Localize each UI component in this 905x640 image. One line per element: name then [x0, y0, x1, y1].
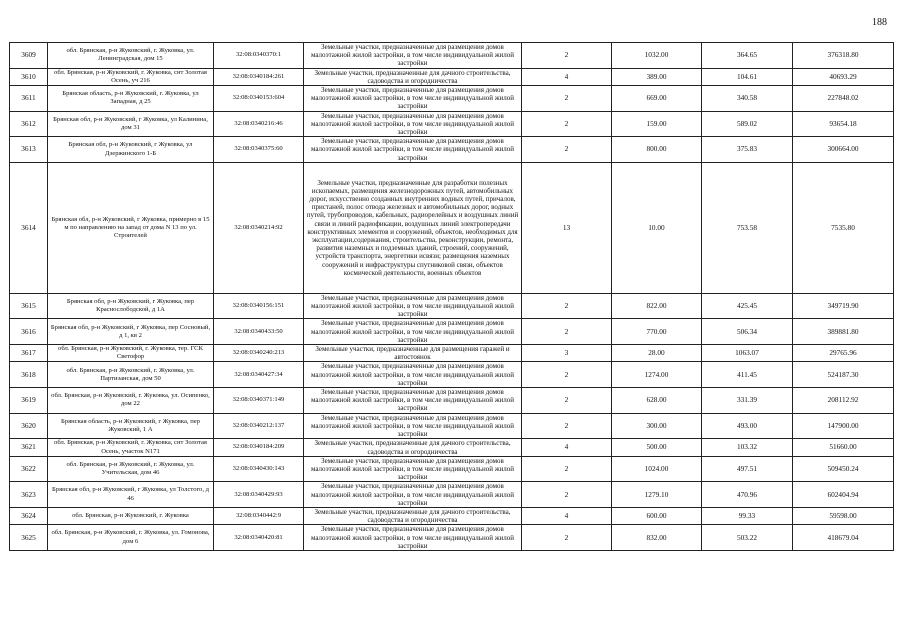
table-row — [10, 388, 894, 414]
group-number-cell: 2 — [522, 43, 612, 69]
table-row — [10, 111, 894, 137]
table-row — [10, 439, 894, 456]
address-cell: Брянская обл, р-н Жуковский, г Жуковка, пер Краснослободской, д 1А — [48, 293, 214, 319]
land-purpose-cell: Земельные участки, предназначенные для размещения домов малоэтажной жилой застройки, в том числе индивидуальной жилой застройки — [304, 362, 522, 388]
area-cell: 389.00 — [612, 68, 702, 85]
address-cell: обл. Брянская, р-н Жуковский, г. Жуковка, ул. Осипенко, дом 22 — [48, 388, 214, 414]
row-number-cell: 3611 — [10, 86, 48, 112]
specific-value-cell: 589.02 — [702, 111, 793, 137]
table-row — [10, 293, 894, 319]
cadastral-number-cell: 32:08:0340375:60 — [214, 137, 304, 163]
group-number-cell: 2 — [522, 388, 612, 414]
table-row — [10, 162, 894, 293]
cadastral-number-cell: 32:08:0340184:209 — [214, 439, 304, 456]
row-number-cell: 3616 — [10, 319, 48, 345]
cadastral-value-cell: 93654.18 — [793, 111, 894, 137]
group-number-cell: 2 — [522, 362, 612, 388]
specific-value-cell: 753.58 — [702, 162, 793, 293]
group-number-cell: 2 — [522, 86, 612, 112]
area-cell: 800.00 — [612, 137, 702, 163]
cadastral-number-cell: 32:08:0340442:9 — [214, 507, 304, 524]
cadastral-value-cell: 51660.00 — [793, 439, 894, 456]
row-number-cell: 3620 — [10, 413, 48, 439]
land-purpose-cell: Земельные участки, предназначенные для размещения домов малоэтажной жилой застройки, в том числе индивидуальной жилой застройки — [304, 137, 522, 163]
land-purpose-cell: Земельные участки, предназначенные для дачного строительства, садоводства и огородничества — [304, 439, 522, 456]
specific-value-cell: 506.34 — [702, 319, 793, 345]
cadastral-value-cell: 418679.04 — [793, 525, 894, 551]
specific-value-cell: 411.45 — [702, 362, 793, 388]
row-number-cell: 3619 — [10, 388, 48, 414]
cadastral-value-cell: 389881.80 — [793, 319, 894, 345]
address-cell: Брянская обл, р-н Жуковский, г Жуковка, ул Калинина, дом 31 — [48, 111, 214, 137]
specific-value-cell: 375.83 — [702, 137, 793, 163]
specific-value-cell: 103.32 — [702, 439, 793, 456]
cadastral-number-cell: 32:08:0340153:604 — [214, 86, 304, 112]
area-cell: 628.00 — [612, 388, 702, 414]
cadastral-number-cell: 32:08:0340214:92 — [214, 162, 304, 293]
area-cell: 1024.00 — [612, 456, 702, 482]
cadastral-number-cell: 32:08:0340240:213 — [214, 345, 304, 362]
land-purpose-cell: Земельные участки, предназначенные для размещения домов малоэтажной жилой застройки, в том числе индивидуальной жилой застройки — [304, 482, 522, 508]
land-purpose-cell: Земельные участки, предназначенные для размещения домов малоэтажной жилой застройки, в том числе индивидуальной жилой застройки — [304, 388, 522, 414]
table-row — [10, 43, 894, 69]
address-cell: обл. Брянская, р-н Жуковский, г. Жуковка, ул. Гомонова, дом 6 — [48, 525, 214, 551]
cadastral-value-cell: 376318.80 — [793, 43, 894, 69]
cadastral-number-cell: 32:08:0340216:46 — [214, 111, 304, 137]
specific-value-cell: 104.61 — [702, 68, 793, 85]
cadastral-number-cell: 32:08:0340420:81 — [214, 525, 304, 551]
table-row — [10, 68, 894, 85]
specific-value-cell: 99.33 — [702, 507, 793, 524]
group-number-cell: 2 — [522, 413, 612, 439]
specific-value-cell: 493.00 — [702, 413, 793, 439]
row-number-cell: 3614 — [10, 162, 48, 293]
address-cell: Брянская обл, р-н Жуковский, г Жуковка, пер Сосновый, д 1, кв 2 — [48, 319, 214, 345]
group-number-cell: 2 — [522, 482, 612, 508]
address-cell: обл. Брянская, р-н Жуковский, г. Жуковка, снт Золотая Осень, участок N171 — [48, 439, 214, 456]
land-purpose-cell: Земельные участки, предназначенные для размещения домов малоэтажной жилой застройки, в том числе индивидуальной жилой застройки — [304, 86, 522, 112]
land-purpose-cell: Земельные участки, предназначенные для размещения домов малоэтажной жилой застройки, в том числе индивидуальной жилой застройки — [304, 525, 522, 551]
cadastral-value-cell: 59598.00 — [793, 507, 894, 524]
area-cell: 669.00 — [612, 86, 702, 112]
area-cell: 1279.10 — [612, 482, 702, 508]
row-number-cell: 3609 — [10, 43, 48, 69]
specific-value-cell: 1063.07 — [702, 345, 793, 362]
cadastral-number-cell: 32:08:0340427:34 — [214, 362, 304, 388]
row-number-cell: 3612 — [10, 111, 48, 137]
row-number-cell: 3610 — [10, 68, 48, 85]
area-cell: 822.00 — [612, 293, 702, 319]
cadastral-number-cell: 32:08:0340433:50 — [214, 319, 304, 345]
land-purpose-cell: Земельные участки, предназначенные для размещения гаражей и автостоянок — [304, 345, 522, 362]
cadastral-value-cell: 40693.29 — [793, 68, 894, 85]
row-number-cell: 3621 — [10, 439, 48, 456]
land-purpose-cell: Земельные участки, предназначенные для разработки полезных ископаемых, размещения железнодорожных путей, автомобильных дорог, искусственно созданных внутренних водных путей, причалов, пристаней, полос отвода железных и автомобильных дорог, водных путей, трубопроводов, кабельных, радиорелейных и воздушных линий связи и линий радиофикации, воздушных линий электропередачи конструктивных элементов и сооружений, объектов, необходимых для эксплуатации,содержания, строительства, реконструкции, ремонта, развития наземных и подземных зданий, строений, сооружений, устройств транспорта, энергетики исвязи; размещения наземных сооружений и инфраструктуры спутниковой связи, объектов космической деятельности, военных объектов — [304, 162, 522, 293]
address-cell: обл. Брянская, р-н Жуковский, г. Жуковка, тер. ГСК Светофор — [48, 345, 214, 362]
land-purpose-cell: Земельные участки, предназначенные для размещения домов малоэтажной жилой застройки, в том числе индивидуальной жилой застройки — [304, 43, 522, 69]
cadastral-value-cell: 29765.96 — [793, 345, 894, 362]
row-number-cell: 3613 — [10, 137, 48, 163]
land-purpose-cell: Земельные участки, предназначенные для размещения домов малоэтажной жилой застройки, в том числе индивидуальной жилой застройки — [304, 319, 522, 345]
cadastral-number-cell: 32:08:0340430:143 — [214, 456, 304, 482]
group-number-cell: 4 — [522, 507, 612, 524]
row-number-cell: 3618 — [10, 362, 48, 388]
address-cell: обл. Брянская, р-н Жуковский, г. Жуковка, ул. Ленинградская, дом 15 — [48, 43, 214, 69]
cadastral-value-cell: 7535.80 — [793, 162, 894, 293]
table-row — [10, 86, 894, 112]
row-number-cell: 3625 — [10, 525, 48, 551]
land-purpose-cell: Земельные участки, предназначенные для размещения домов малоэтажной жилой застройки, в том числе индивидуальной жилой застройки — [304, 293, 522, 319]
specific-value-cell: 425.45 — [702, 293, 793, 319]
land-purpose-cell: Земельные участки, предназначенные для размещения домов малоэтажной жилой застройки, в том числе индивидуальной жилой застройки — [304, 456, 522, 482]
area-cell: 1274.00 — [612, 362, 702, 388]
land-purpose-cell: Земельные участки, предназначенные для размещения домов малоэтажной жилой застройки, в том числе индивидуальной жилой застройки — [304, 413, 522, 439]
address-cell: обл. Брянская, р-н Жуковский, г. Жуковка, ул. Партизанская, дом 50 — [48, 362, 214, 388]
table-body — [10, 43, 894, 551]
cadastral-value-cell: 509450.24 — [793, 456, 894, 482]
cadastral-value-cell: 227848.02 — [793, 86, 894, 112]
area-cell: 500.00 — [612, 439, 702, 456]
address-cell: Брянская область, р-н Жуковский, г. Жуковка, ул Западная, д 25 — [48, 86, 214, 112]
table-row — [10, 319, 894, 345]
row-number-cell: 3623 — [10, 482, 48, 508]
address-cell: Брянская обл, р-н Жуковский, г Жуковка, ул Толстого, д 46 — [48, 482, 214, 508]
row-number-cell: 3615 — [10, 293, 48, 319]
specific-value-cell: 497.51 — [702, 456, 793, 482]
address-cell: обл. Брянская, р-н Жуковский, г. Жуковка, ул. Учительская, дом 46 — [48, 456, 214, 482]
group-number-cell: 2 — [522, 111, 612, 137]
cadastral-value-cell: 147900.00 — [793, 413, 894, 439]
area-cell: 600.00 — [612, 507, 702, 524]
cadastral-number-cell: 32:08:0340212:137 — [214, 413, 304, 439]
cadastral-number-cell: 32:08:0340370:1 — [214, 43, 304, 69]
area-cell: 1032.00 — [612, 43, 702, 69]
area-cell: 159.00 — [612, 111, 702, 137]
address-cell: Брянская область, р-н Жуковский, г Жуковка, пер Жуковский, 1 А — [48, 413, 214, 439]
group-number-cell: 2 — [522, 319, 612, 345]
table-row — [10, 507, 894, 524]
specific-value-cell: 364.65 — [702, 43, 793, 69]
cadastral-number-cell: 32:08:0340371:149 — [214, 388, 304, 414]
specific-value-cell: 470.96 — [702, 482, 793, 508]
address-cell: обл. Брянская, р-н Жуковский, г. Жуковка — [48, 507, 214, 524]
row-number-cell: 3622 — [10, 456, 48, 482]
group-number-cell: 2 — [522, 137, 612, 163]
group-number-cell: 2 — [522, 525, 612, 551]
specific-value-cell: 340.58 — [702, 86, 793, 112]
cadastral-number-cell: 32:08:0340156:151 — [214, 293, 304, 319]
cadastral-number-cell: 32:08:0340429:93 — [214, 482, 304, 508]
group-number-cell: 4 — [522, 68, 612, 85]
table-row — [10, 456, 894, 482]
cadastral-number-cell: 32:08:0340184:261 — [214, 68, 304, 85]
group-number-cell: 3 — [522, 345, 612, 362]
row-number-cell: 3624 — [10, 507, 48, 524]
table-row — [10, 525, 894, 551]
group-number-cell: 2 — [522, 456, 612, 482]
area-cell: 832.00 — [612, 525, 702, 551]
area-cell: 28.00 — [612, 345, 702, 362]
land-cadastral-table — [9, 42, 894, 551]
group-number-cell: 4 — [522, 439, 612, 456]
group-number-cell: 13 — [522, 162, 612, 293]
address-cell: обл. Брянская, р-н Жуковский, г. Жуковка, снт Золотая Осень, уч 216 — [48, 68, 214, 85]
group-number-cell: 2 — [522, 293, 612, 319]
page-number: 188 — [872, 17, 887, 28]
specific-value-cell: 331.39 — [702, 388, 793, 414]
row-number-cell: 3617 — [10, 345, 48, 362]
cadastral-value-cell: 524187.30 — [793, 362, 894, 388]
specific-value-cell: 503.22 — [702, 525, 793, 551]
table-row — [10, 362, 894, 388]
table-row — [10, 482, 894, 508]
land-purpose-cell: Земельные участки, предназначенные для размещения домов малоэтажной жилой застройки, в том числе индивидуальной жилой застройки — [304, 111, 522, 137]
cadastral-value-cell: 208112.92 — [793, 388, 894, 414]
table-row — [10, 137, 894, 163]
address-cell: Брянская обл, р-н Жуковский, г Жуковка, примерно в 15 м по направлению на запад от дома N 13 по ул. Строителей — [48, 162, 214, 293]
address-cell: Брянская обл, р-н Жуковский, г Жуковка, ул Дзержинского 1-Б — [48, 137, 214, 163]
table-row — [10, 413, 894, 439]
land-purpose-cell: Земельные участки, предназначенные для дачного строительства, садоводства и огородничества — [304, 507, 522, 524]
area-cell: 300.00 — [612, 413, 702, 439]
land-purpose-cell: Земельные участки, предназначенные для дачного строительства, садоводства и огородничества — [304, 68, 522, 85]
cadastral-value-cell: 602404.94 — [793, 482, 894, 508]
cadastral-value-cell: 349719.90 — [793, 293, 894, 319]
area-cell: 770.00 — [612, 319, 702, 345]
cadastral-value-cell: 300664.00 — [793, 137, 894, 163]
table-row — [10, 345, 894, 362]
area-cell: 10.00 — [612, 162, 702, 293]
